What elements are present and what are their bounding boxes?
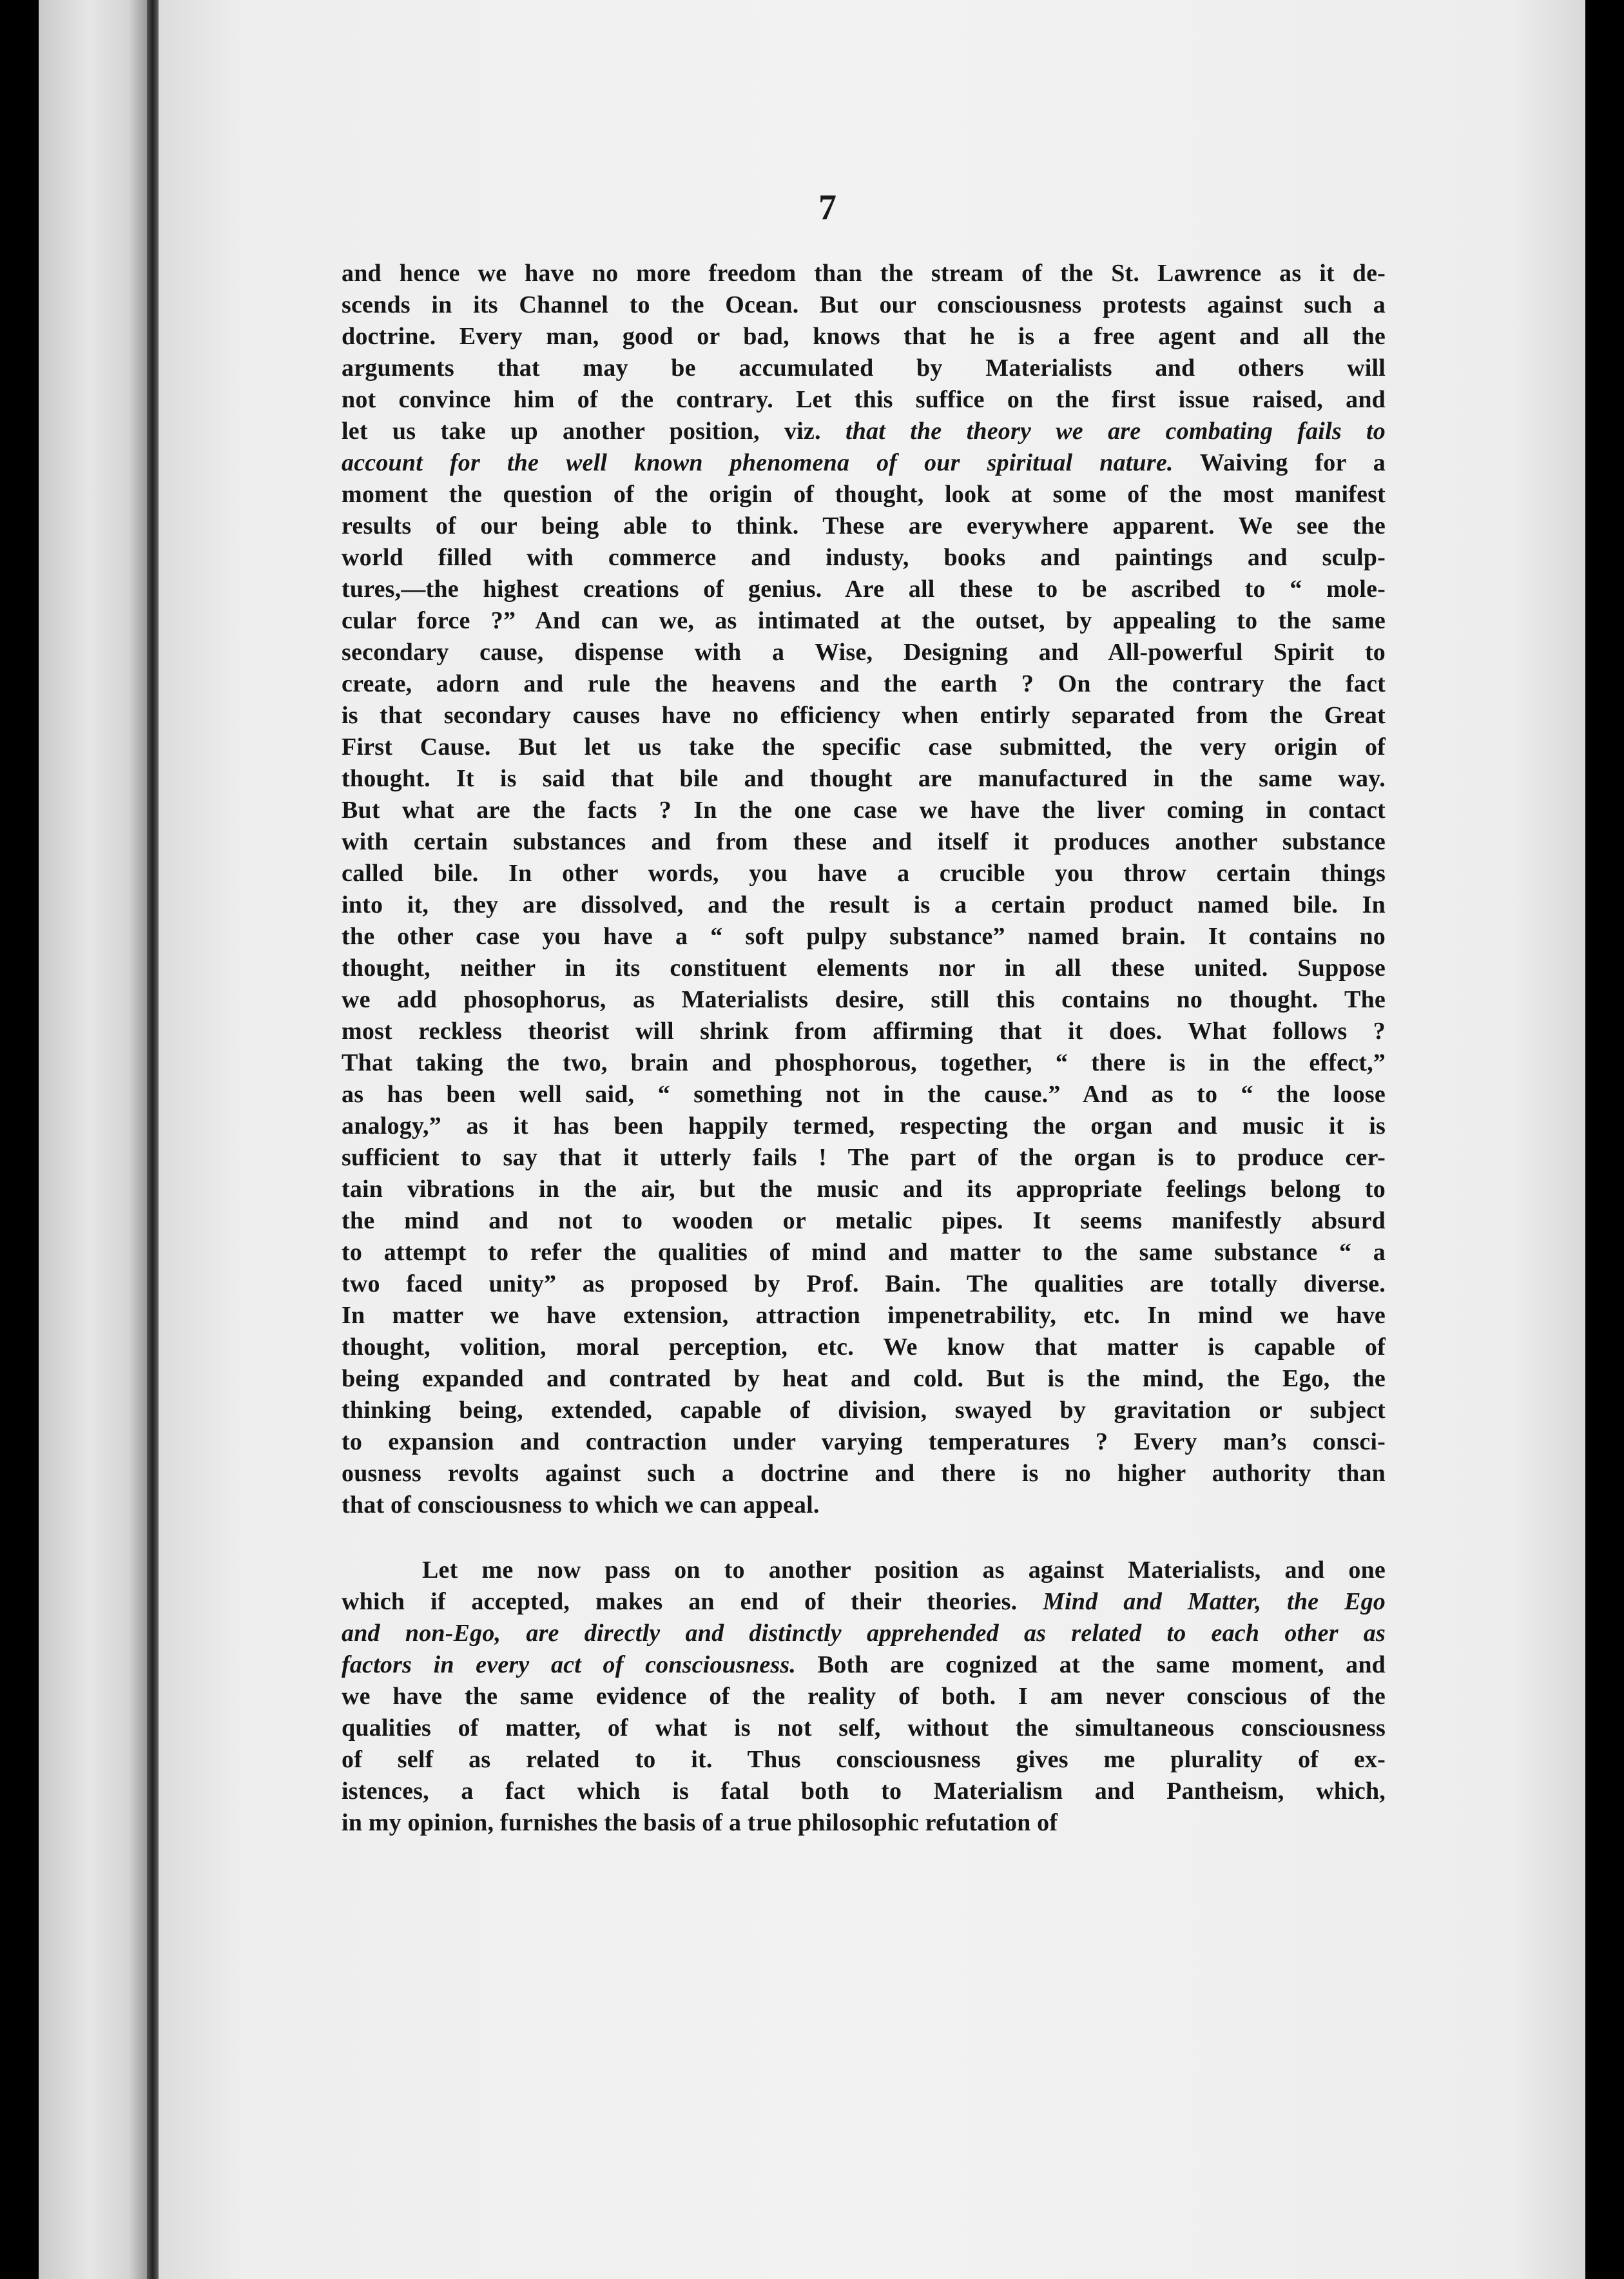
text-segment: which if accepted, makes an end of their theories. — [342, 1588, 1043, 1615]
text-line: thought, volition, moral perception, etc. We know that matter is capable of — [342, 1333, 1386, 1361]
italic-segment: factors in every act of consciousness. — [342, 1651, 797, 1678]
text-line: as has been well said, “ something not in the cause.” And as to “ the loose — [342, 1081, 1386, 1108]
text-line: called bile. In other words, you have a crucible you throw certain things — [342, 860, 1386, 887]
text-line: Let me now pass on to another position as against Materialists, and one — [422, 1557, 1386, 1584]
paragraph-gap — [342, 1521, 1386, 1555]
text-line: In matter we have extension, attraction impenetrability, etc. In mind we have — [342, 1302, 1386, 1329]
italic-segment: that the theory we are combating fails to — [845, 418, 1386, 445]
text-line: and hence we have no more freedom than the stream of the St. Lawrence as it de- — [342, 260, 1386, 287]
text-line: of self as related to it. Thus consciousness gives me plurality of ex- — [342, 1746, 1386, 1773]
facing-page-edge — [39, 0, 151, 2279]
text-line: world filled with commerce and industy, books and paintings and sculp- — [342, 544, 1386, 571]
scan-border-left — [0, 0, 39, 2279]
text-line: First Cause. But let us take the specific case submitted, the very origin of — [342, 733, 1386, 761]
body-text — [342, 258, 1386, 1839]
text-line: thinking being, extended, capable of division, swayed by gravitation or subject — [342, 1397, 1386, 1424]
text-segment: let us take up another position, viz. — [342, 418, 846, 445]
book-gutter — [147, 0, 159, 2279]
text-segment: Both are cognized at the same moment, and — [796, 1651, 1386, 1678]
text-line: is that secondary causes have no efficiency when entirly separated from the Great — [342, 702, 1386, 729]
text-line — [342, 447, 1386, 479]
text-segment: Waiving for a — [1173, 449, 1386, 476]
text-line — [342, 1618, 1386, 1649]
text-line: that of consciousness to which we can appeal. — [342, 1491, 820, 1518]
text-line: secondary cause, dispense with a Wise, Designing and All-powerful Spirit to — [342, 639, 1386, 666]
text-line: two faced unity” as proposed by Prof. Bain. The qualities are totally diverse. — [342, 1270, 1386, 1297]
text-line: tain vibrations in the air, but the music and its appropriate feelings belong to — [342, 1176, 1386, 1203]
text-line: qualities of matter, of what is not self, without the simultaneous consciousness — [342, 1714, 1386, 1741]
text-line: with certain substances and from these and itself it produces another substance — [342, 828, 1386, 855]
text-line: thought, neither in its constituent elements nor in all these united. Suppose — [342, 955, 1386, 982]
text-line — [342, 1586, 1386, 1618]
text-line: tures,—the highest creations of genius. Are all these to be ascribed to “ mole- — [342, 576, 1386, 603]
text-line: doctrine. Every man, good or bad, knows that he is a free agent and all the — [342, 323, 1386, 350]
italic-segment: account for the well known phenomena of our spiritual nature. — [342, 449, 1174, 476]
text-line: analogy,” as it has been happily termed, respecting the organ and music it is — [342, 1112, 1386, 1140]
text-line: istences, a fact which is fatal both to Materialism and Pantheism, which, — [342, 1778, 1386, 1805]
text-line — [342, 416, 1386, 447]
text-line: into it, they are dissolved, and the result is a certain product named bile. In — [342, 891, 1386, 918]
text-line: That taking the two, brain and phosphorous, together, “ there is in the effect,” — [342, 1049, 1386, 1076]
scan-border-right — [1585, 0, 1624, 2279]
text-line: cular force ?” And can we, as intimated at the outset, by appealing to the same — [342, 607, 1386, 634]
text-line: we add phosophorus, as Materialists desire, still this contains no thought. The — [342, 986, 1386, 1013]
italic-segment: Mind and Matter, the Ego — [1043, 1588, 1386, 1615]
text-line: thought. It is said that bile and thought are manufactured in the same way. — [342, 765, 1386, 792]
paragraph-2 — [342, 1555, 1386, 1839]
text-line: But what are the facts ? In the one case we have the liver coming in contact — [342, 797, 1386, 824]
text-line: ousness revolts against such a doctrine and there is no higher authority than — [342, 1460, 1386, 1487]
text-line — [342, 1649, 1386, 1681]
text-line: to expansion and contraction under varying temperatures ? Every man’s consci- — [342, 1428, 1386, 1455]
text-line: create, adorn and rule the heavens and the earth ? On the contrary the fact — [342, 670, 1386, 697]
text-line: scends in its Channel to the Ocean. But our consciousness protests against such a — [342, 291, 1386, 318]
text-line: we have the same evidence of the reality of both. I am never conscious of the — [342, 1683, 1386, 1710]
italic-segment: and non-Ego, are directly and distinctly apprehended as related to each other as — [342, 1620, 1386, 1647]
text-line: results of our being able to think. These are everywhere apparent. We see the — [342, 512, 1386, 539]
text-line: sufficient to say that it utterly fails ! The part of the organ is to produce cer- — [342, 1144, 1386, 1171]
text-line: the mind and not to wooden or metalic pipes. It seems manifestly absurd — [342, 1207, 1386, 1234]
text-line: not convince him of the contrary. Let this suffice on the first issue raised, and — [342, 386, 1386, 413]
text-line: being expanded and contrated by heat and cold. But is the mind, the Ego, the — [342, 1365, 1386, 1392]
text-line: arguments that may be accumulated by Materialists and others will — [342, 354, 1386, 382]
text-line: in my opinion, furnishes the basis of a true philosophic refutation of — [342, 1809, 1058, 1836]
text-line: the other case you have a “ soft pulpy substance” named brain. It contains no — [342, 923, 1386, 950]
text-line: moment the question of the origin of thought, look at some of the most manifest — [342, 481, 1386, 508]
page-number: 7 — [818, 188, 836, 228]
text-line: most reckless theorist will shrink from affirming that it does. What follows ? — [342, 1018, 1386, 1045]
paragraph-1 — [342, 258, 1386, 1521]
text-line: to attempt to refer the qualities of mind and matter to the same substance “ a — [342, 1239, 1386, 1266]
